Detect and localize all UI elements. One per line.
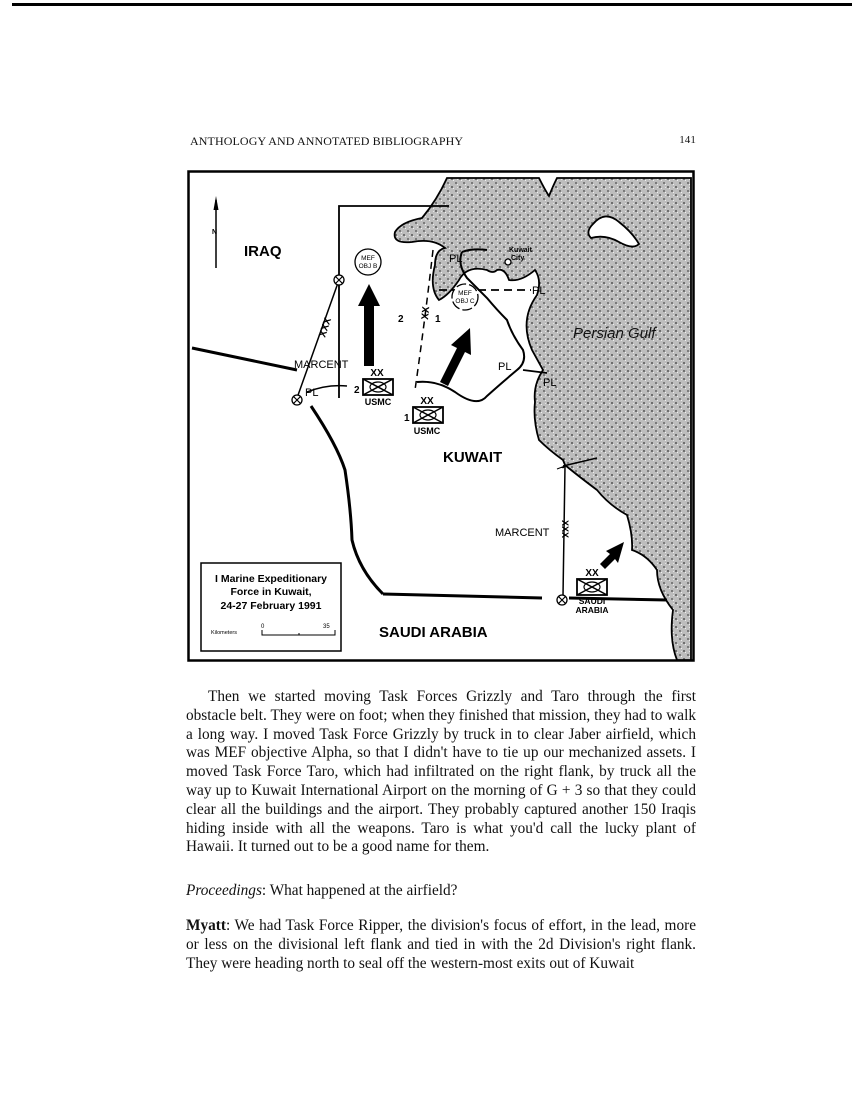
answer-text: : We had Task Force Ripper, the division's focus of effort, in the lead, more or less on the divisional left flank and tied in with the 2d Division's right flank. They were heading north to seal off the western-most exits out of Kuwait: [186, 917, 696, 972]
paragraph-1: [186, 688, 696, 857]
svg-text:1: 1: [404, 413, 410, 424]
svg-text:SAUDI ARABIA: SAUDI ARABIA: [379, 624, 488, 641]
answer-paragraph: [186, 917, 696, 973]
objective-b: [355, 249, 381, 275]
svg-text:PL: PL: [532, 285, 546, 297]
svg-text:2: 2: [354, 385, 360, 396]
objective-c: [452, 284, 478, 310]
svg-text:I Marine Expeditionary: I Marine Expeditionary: [214, 573, 328, 585]
top-scan-border: [12, 3, 852, 6]
question-speaker: Proceedings: [186, 882, 262, 899]
svg-text:Force in Kuwait,: Force in Kuwait,: [230, 586, 312, 598]
svg-text:35: 35: [323, 624, 330, 630]
svg-text:ARABIA: ARABIA: [575, 605, 609, 615]
svg-text:MARCENT: MARCENT: [294, 359, 349, 371]
svg-text:Kuwait: Kuwait: [509, 247, 532, 254]
running-head-title: ANTHOLOGY AND ANNOTATED BIBLIOGRAPHY: [190, 134, 464, 148]
svg-text:XX: XX: [420, 306, 433, 321]
svg-text:MEF: MEF: [361, 255, 375, 262]
kuwait-operations-map: [187, 170, 695, 662]
svg-text:KUWAIT: KUWAIT: [443, 449, 503, 466]
svg-text:XX: XX: [585, 568, 599, 579]
svg-text:USMC: USMC: [364, 397, 392, 407]
page-number: 141: [679, 134, 696, 146]
answer-speaker: Myatt: [186, 917, 226, 934]
svg-text:XX: XX: [370, 368, 384, 379]
svg-text:PL: PL: [498, 361, 512, 373]
svg-text:PL: PL: [449, 253, 463, 265]
svg-text:2: 2: [398, 314, 404, 325]
svg-text:MEF: MEF: [458, 290, 472, 297]
svg-text:OBJ B: OBJ B: [358, 263, 378, 270]
svg-text:Kilometers: Kilometers: [211, 630, 237, 636]
svg-text:PL: PL: [543, 377, 557, 389]
svg-text:City: City: [511, 255, 525, 262]
paragraph-1-text: Then we started moving Task Forces Grizzly and Taro through the first obstacle belt. They were on foot; when they finished that mission, they had to walk a long way. I moved Task Force Grizzly by truck in to clear Jaber airfield, which was MEF objective Alpha, so that I didn't have to tie up our mechanized assets. I moved Task Force Taro, which had infiltrated on the right flank, by truck all the way up to Kuwait International Airport on the morning of G + 3 so that they could clear all the buildings and the airport. They probably captured another 150 Iraqis hiding inside with all the weapons. Taro is what you'd call the lucky plant of Hawaii. It turned out to be a good name for them.: [186, 688, 696, 856]
svg-text:XX: XX: [420, 396, 434, 407]
map-figure: [187, 170, 695, 662]
svg-text:MARCENT: MARCENT: [495, 527, 550, 539]
question-paragraph: [186, 882, 696, 901]
svg-text:1: 1: [435, 314, 441, 325]
svg-text:USMC: USMC: [413, 426, 441, 436]
running-head: [190, 134, 696, 149]
svg-text:Persian Gulf: Persian Gulf: [573, 325, 656, 342]
svg-text:OBJ C: OBJ C: [455, 298, 475, 305]
svg-text:SAUDI: SAUDI: [578, 596, 606, 606]
svg-text:0: 0: [261, 624, 265, 630]
svg-text:PL: PL: [305, 387, 319, 399]
svg-text:IRAQ: IRAQ: [244, 243, 282, 260]
svg-text:XXX: XXX: [317, 316, 335, 339]
question-text: : What happened at the airfield?: [261, 882, 458, 899]
svg-text:24-27 February 1991: 24-27 February 1991: [220, 600, 322, 612]
svg-text:XXX: XXX: [560, 520, 570, 539]
svg-text:N: N: [212, 229, 218, 236]
